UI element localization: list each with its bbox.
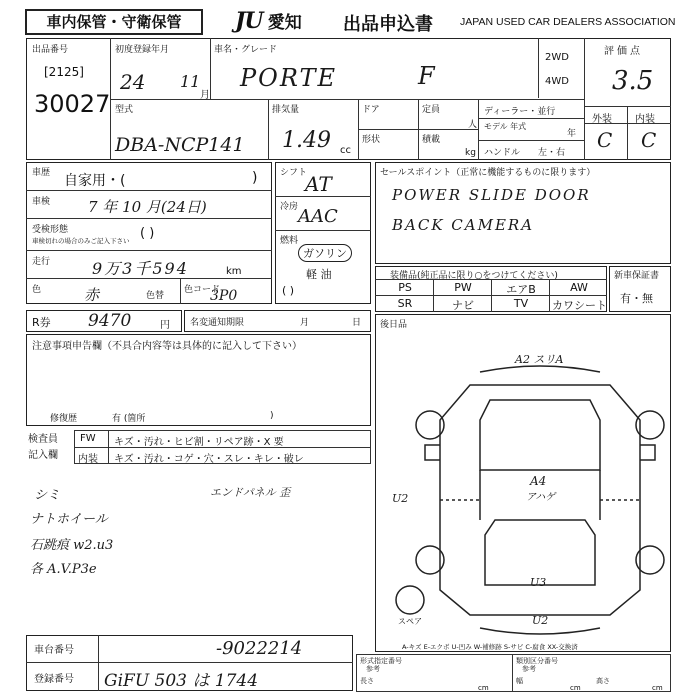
- equipment-item: PS: [398, 281, 412, 294]
- sales-point-1: POWER SLIDE DOOR: [392, 186, 591, 204]
- height-label: 高さ: [596, 677, 610, 685]
- new-car-warranty-value: 有・無: [620, 292, 653, 305]
- car-name: PORTE: [240, 64, 337, 92]
- month-unit: 月: [200, 90, 210, 101]
- shape-label: 形状: [362, 135, 381, 145]
- class-ref: 参考: [522, 665, 536, 673]
- height-unit: cm: [652, 684, 663, 692]
- association-name: JAPAN USED CAR DEALERS ASSOCIATION: [460, 16, 676, 28]
- color-change-label: 色替: [146, 291, 165, 301]
- equipment-item: SR: [397, 297, 413, 310]
- sales-points-label: セールスポイント（正常に機能するものに限ります）: [380, 168, 596, 178]
- damage-legend: A-キズ E-エクボ U-凹み W-補修跡 S-サビ C-腐食 XX-交換済: [402, 643, 578, 651]
- repair-close: ): [270, 411, 274, 421]
- remark-3: 石跳痕 w2.u3: [30, 538, 114, 553]
- lot-number-label: 出品番号: [32, 45, 69, 55]
- diagram-left-note: U2: [392, 492, 409, 505]
- diagram-rear-note: U3: [530, 576, 547, 589]
- ju-logo-text: 愛知: [267, 13, 302, 33]
- registration-year: 24: [120, 70, 146, 94]
- ju-logo: [235, 8, 302, 34]
- displacement-unit: cc: [340, 145, 351, 156]
- shift-label: シフト: [280, 168, 308, 178]
- spec-label: 形式指定番号: [360, 657, 402, 665]
- plate-number: GiFU 503 は 1744: [104, 671, 259, 691]
- inspection-label: 車検: [32, 197, 51, 207]
- drive-4wd: 4WD: [545, 76, 569, 87]
- remark-4: 各 A.V.P3e: [30, 562, 97, 577]
- name-change-month: 月: [300, 318, 310, 328]
- new-car-warranty-label: 新車保証書: [614, 271, 660, 281]
- spare-label: スペア: [398, 617, 422, 626]
- name-change-label: 名変通知期限: [190, 318, 245, 328]
- history-close: ): [252, 170, 258, 186]
- diagram-center-note: A4: [530, 474, 547, 488]
- inspector-row2: キズ・汚れ・コゲ・穴・スレ・キレ・破レ: [114, 454, 304, 465]
- mileage-unit: km: [226, 266, 242, 277]
- width-unit: cm: [570, 684, 581, 692]
- fuel-label: 燃料: [280, 236, 299, 246]
- dealer-import-label: ディーラー・並行: [484, 107, 556, 117]
- fuel-gasoline: ガソリン: [298, 244, 352, 262]
- storage-stamp: [25, 9, 203, 35]
- aircon-value: AAC: [298, 206, 338, 227]
- handle-label: ハンドル: [484, 148, 521, 158]
- repair-value: 有 (箇所: [112, 414, 146, 424]
- color-code-label: 色コード: [184, 285, 221, 295]
- aftermarket-label: 後日品: [380, 320, 408, 330]
- color-code: 3P0: [210, 288, 238, 304]
- receiving-value: ( ): [140, 226, 155, 241]
- drive-2wd: 2WD: [545, 52, 569, 63]
- class-label: 類別区分番号: [516, 657, 558, 665]
- chassis-label: 車台番号: [34, 645, 74, 656]
- sales-point-2: BACK CAMERA: [392, 216, 535, 234]
- load-unit: kg: [465, 148, 476, 158]
- repair-label: 修復歴: [50, 414, 78, 424]
- recycle-value: 9470: [88, 311, 132, 331]
- length-unit: cm: [478, 684, 489, 692]
- aircon-label: 冷房: [280, 202, 299, 212]
- ju-logo-mark: JU: [235, 8, 263, 34]
- mileage-label: 走行: [32, 257, 51, 267]
- first-registration-label: 初度登録年月: [115, 45, 170, 55]
- color-label: 色: [32, 285, 42, 295]
- spec-ref: 参考: [366, 665, 380, 673]
- equipment-label: 装備品(純正品に限り○をつけてください): [390, 271, 558, 281]
- year-unit: 年: [567, 129, 577, 139]
- equipment-item: カワシート: [552, 299, 607, 312]
- handle-options: 左・右: [538, 148, 566, 158]
- displacement-label: 排気量: [272, 105, 300, 115]
- exterior-label: 外装: [592, 114, 612, 125]
- form-title: 出品申込書: [343, 14, 433, 35]
- recycle-label: R券: [32, 316, 51, 329]
- history-value: 自家用・(: [64, 173, 126, 189]
- exterior-grade: C: [597, 128, 613, 152]
- color-value: 赤: [84, 286, 100, 304]
- model-year-label: モデル 年式: [484, 122, 527, 131]
- lot-number: 30027: [34, 90, 111, 118]
- length-label: 長さ: [360, 677, 374, 685]
- interior-label: 内装: [635, 114, 655, 125]
- receiving-note: 車検切れの場合のみご記入下さい: [32, 237, 130, 245]
- remark-2: ナトホイール: [30, 512, 108, 527]
- inspector-row1: キズ・汚れ・ヒビ割・リペア跡・X 要: [114, 437, 284, 448]
- plate-label: 登録番号: [34, 674, 74, 685]
- score-value: 3.5: [612, 66, 654, 96]
- mileage-value: 9万3千594: [92, 259, 189, 278]
- diagram-center-sub: アハゲ: [526, 492, 556, 503]
- width-label: 幅: [516, 677, 523, 685]
- notes-label: 注意事項申告欄（不具合内容等は具体的に記入して下さい）: [32, 341, 302, 352]
- inspector-row1-head: FW: [80, 433, 96, 444]
- load-label: 積載: [422, 135, 441, 145]
- diagram-bottom-note: U2: [532, 614, 549, 627]
- spec-box: [356, 654, 671, 692]
- remark-1b: エンドパネル 歪: [210, 486, 291, 499]
- displacement-value: 1.49: [282, 128, 331, 153]
- equipment-item: PW: [454, 281, 472, 294]
- car-name-label: 車名・グレード: [214, 45, 278, 55]
- model-code: DBA-NCP141: [115, 134, 245, 156]
- inspector-row2-head: 内装: [78, 454, 98, 465]
- equipment-item: TV: [513, 297, 529, 310]
- interior-grade: C: [641, 128, 657, 152]
- fuel-other: ( ): [282, 284, 295, 297]
- lane-number: [2125]: [44, 65, 84, 79]
- capacity-unit: 人: [468, 120, 478, 130]
- model-label: 型式: [115, 105, 134, 115]
- recycle-unit: 円: [160, 320, 170, 331]
- score-label: 評価点: [604, 46, 643, 57]
- capacity-label: 定員: [422, 105, 441, 115]
- inspection-value: 7 年 10 月(24日): [88, 198, 207, 216]
- fuel-diesel: 軽 油: [306, 268, 332, 281]
- equipment-item: ナビ: [452, 299, 474, 312]
- shift-value: AT: [305, 172, 332, 196]
- history-label: 車歴: [32, 168, 51, 178]
- receiving-label: 受検形態: [32, 225, 69, 235]
- diagram-top-note: A2 スリA: [515, 353, 564, 366]
- name-change-day: 日: [352, 318, 362, 328]
- inspector-label: 検査員 記入欄: [28, 434, 58, 461]
- remark-1: シミ: [34, 488, 61, 503]
- car-grade: F: [418, 62, 435, 90]
- equipment-item: エアB: [506, 283, 536, 296]
- storage-stamp-text: 車内保管・守衛保管: [46, 13, 182, 31]
- doors-label: ドア: [362, 105, 380, 115]
- chassis-number: -9022214: [216, 638, 303, 659]
- equipment-item: AW: [570, 281, 588, 294]
- registration-month: 11: [180, 72, 201, 91]
